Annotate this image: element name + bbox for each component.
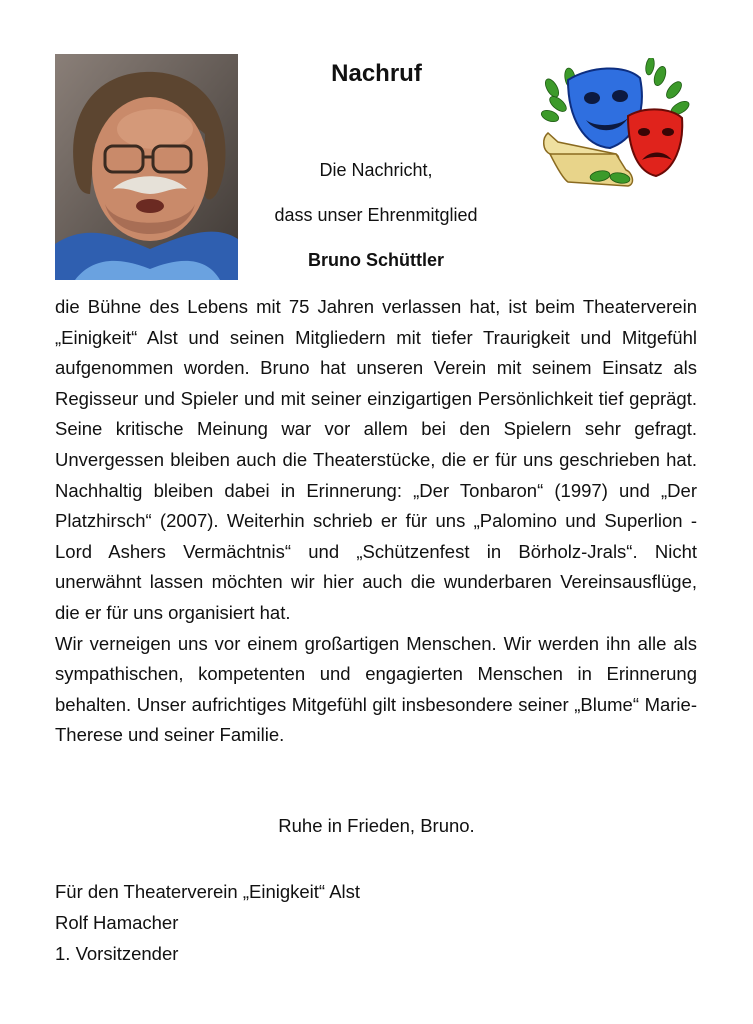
signature-organization: Für den Theaterverein „Einigkeit“ Alst (55, 881, 361, 902)
page-title: Nachruf (331, 60, 422, 87)
intro-line-1: Die Nachricht, (319, 160, 433, 180)
signature-name: Rolf Hamacher (55, 912, 179, 933)
body-paragraph-1: die Bühne des Lebens mit 75 Jahren verlassen hat, ist beim Theaterverein „Einigkeit“ Alst und seinen Mitgliedern mit tiefer Traurigkeit und Mitgefühl aufgenommen worden. Bruno hat unseren Verein mit seinem Einsatz als Regisseur und Spieler und mit seiner einzigartigen Persönlichkeit tief geprägt. Seine kritische Meinung war vor allem bei den Spielern sehr gefragt. Unvergessen bleiben auch die Theaterstücke, die er für uns geschrieben hat. Nachhaltig bleiben dabei in Erinnerung: „Der Tonbaron“ (1997) und „Der Platzhirsch“ (2007). Weiterhin schrieb er für uns „Palomino und Superlion - Lord Ashers Vermächtnis“ und „Schützenfest in Börholz-Jrals“. Nicht unerwähnt lassen möchten wir hier auch die wunderbaren Vereinsausflüge, die er für uns organisiert hat. (55, 296, 697, 623)
intro-line-2: dass unser Ehrenmitglied (274, 205, 478, 225)
signature-block (55, 876, 360, 969)
body-paragraph-2: Wir verneigen uns vor einem großartigen Menschen. Wir werden ihn alle als sympathischen, kompetenten und engagierten Menschen in Erinnerung behalten. Unser aufrichtiges Mitgefühl gilt insbesondere seiner „Blume“ Marie-Therese und seiner Familie. (55, 632, 697, 746)
closing-line: Ruhe in Frieden, Bruno. (278, 815, 475, 836)
signature-role: 1. Vorsitzender (55, 943, 179, 964)
deceased-name: Bruno Schüttler (307, 250, 444, 270)
obituary-body (55, 292, 697, 751)
